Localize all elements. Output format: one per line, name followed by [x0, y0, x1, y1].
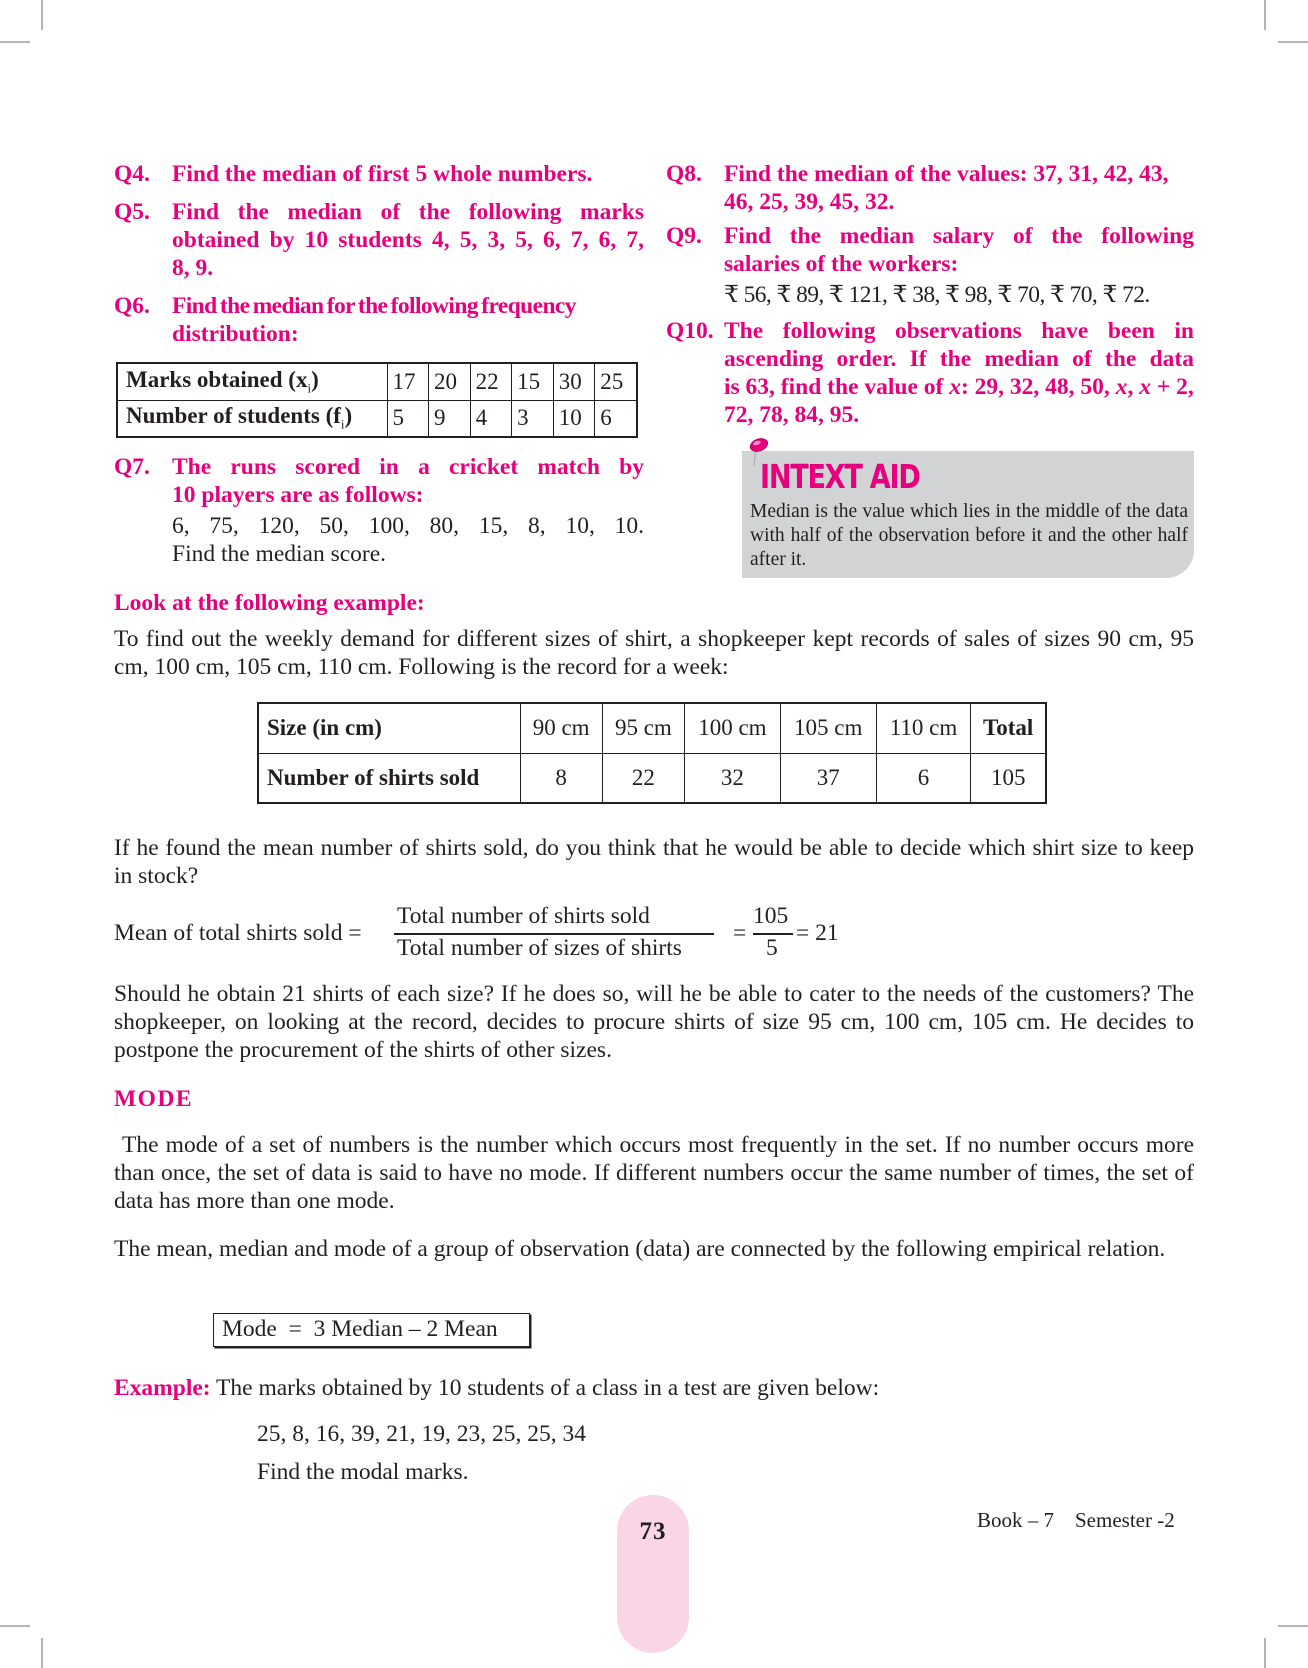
question-data: ₹ 56, ₹ 89, ₹ 121, ₹ 38, ₹ 98, ₹ 70, ₹ 70, ₹ 72. — [724, 282, 1150, 308]
table-cell: 9 — [429, 400, 471, 437]
formula-result: = 21 — [796, 920, 839, 946]
example-intro: To find out the weekly demand for different sizes of shirt, a shopkeeper kept records of sales of sizes 90 cm, 95 cm, 100 cm, 105 cm, 110 cm. Following is the record for a week: — [114, 626, 1194, 680]
formula-label: Mean of total shirts sold = — [114, 920, 362, 946]
table-cell: 4 — [470, 400, 512, 437]
question-text-line: Find the median salary of the following — [724, 223, 1194, 249]
question-text-line: salaries of the workers: — [724, 251, 959, 277]
table-cell: 22 — [470, 363, 512, 400]
fraction-denominator: Total number of sizes of shirts — [397, 935, 682, 961]
question-q10 — [666, 317, 1196, 429]
push-pin-icon — [748, 437, 770, 467]
crop-mark — [1278, 41, 1308, 43]
table-cell: 30 — [553, 363, 595, 400]
table-cell: 5 — [387, 400, 429, 437]
question-data: 6, 75, 120, 50, 100, 80, 15, 8, 10, 10. — [172, 513, 644, 539]
table-row — [258, 703, 1046, 753]
question-text-line: distribution: — [172, 321, 299, 347]
table-cell: 32 — [685, 753, 781, 803]
table-cell: 90 cm — [520, 703, 602, 753]
question-number: Q4. — [114, 161, 150, 187]
table-header-cell: Marks obtained $(x_i)$ — [117, 363, 387, 400]
question-text-line: 46, 25, 39, 45, 32. — [724, 189, 895, 215]
question-text-line: The following observations have been in — [724, 318, 1194, 344]
question-text-line: 10 players are as follows: — [172, 482, 424, 508]
table-cell: 105 — [971, 753, 1046, 803]
table-header-cell: Size (in cm) — [258, 703, 520, 753]
question-q9 — [666, 222, 1196, 312]
crop-mark — [41, 1638, 43, 1668]
table-cell: 15 — [512, 363, 554, 400]
crop-mark — [1264, 0, 1266, 30]
frequency-table — [116, 362, 638, 438]
example-heading: Look at the following example: — [114, 590, 425, 616]
mode-definition: The mode of a set of numbers is the number which occurs most frequently in the set. If no number occurs more than once, the set of data is said to have no mode. If different numbers occur the same number of times, the set of data has more than one mode. — [114, 1132, 1194, 1214]
question-q5 — [114, 198, 644, 282]
table-header-cell: Number of students $(f_i)$ — [117, 400, 387, 437]
crop-mark — [1264, 1638, 1266, 1668]
table-cell: 95 cm — [602, 703, 684, 753]
table-cell: 20 — [429, 363, 471, 400]
example-ask: Find the modal marks. — [257, 1459, 469, 1485]
table-cell: 6 — [595, 400, 637, 437]
question-q7 — [114, 453, 644, 571]
shirt-sales-table — [257, 702, 1047, 804]
table-cell: 8 — [520, 753, 602, 803]
question-number: Q6. — [114, 293, 150, 319]
question-text-line: 8, 9. — [172, 255, 214, 281]
question-text-line: Find the median of the following marks — [172, 199, 644, 225]
fraction-numerator: Total number of shirts sold — [397, 903, 650, 929]
question-q8 — [666, 160, 1196, 216]
table-header-cell: Number of shirts sold — [258, 753, 520, 803]
mean-question: If he found the mean number of shirts sold, do you think that he would be able to decide which shirt size to keep in stock? — [114, 835, 1194, 889]
question-text-line: The runs scored in a cricket match by — [172, 454, 644, 480]
table-cell: 110 cm — [876, 703, 971, 753]
table-cell: 10 — [553, 400, 595, 437]
table-cell: 6 — [876, 753, 971, 803]
example-label: Example: — [114, 1375, 211, 1401]
mode-heading: MODE — [114, 1086, 194, 1112]
question-text-line: 72, 78, 84, 95. — [724, 402, 860, 428]
question-q6 — [114, 292, 644, 348]
crop-mark — [1278, 1625, 1308, 1627]
question-text-line: ascending order. If the median of the data — [724, 346, 1194, 372]
intext-aid-text: Median is the value which lies in the middle of the data with half of the observation before it and the other half after it. — [750, 501, 1188, 570]
book-info: Book – 7 Semester -2 — [977, 1508, 1175, 1532]
crop-mark — [41, 0, 43, 30]
page-number: 73 — [639, 1518, 667, 1545]
question-q4 — [114, 160, 644, 188]
table-header-cell: Total — [971, 703, 1046, 753]
question-number: Q7. — [114, 454, 150, 480]
fraction-numerator: 105 — [753, 903, 789, 929]
question-number: Q5. — [114, 199, 150, 225]
question-number: Q10. — [666, 318, 714, 344]
question-text: Find the median of first 5 whole numbers. — [172, 161, 593, 187]
table-cell: 105 cm — [780, 703, 876, 753]
question-text-line: obtained by 10 students 4, 5, 3, 5, 6, 7, 6, 7, — [172, 227, 644, 253]
table-cell: 100 cm — [685, 703, 781, 753]
table-cell: 25 — [595, 363, 637, 400]
question-number: Q8. — [666, 161, 702, 187]
crop-mark — [0, 41, 30, 43]
question-text-line: Find the median for the following frequency — [172, 293, 576, 319]
empirical-formula-box: Mode = 3 Median – 2 Mean — [213, 1313, 530, 1347]
question-text-line: Find the median of the values: 37, 31, 42, 43, — [724, 161, 1169, 187]
question-ask: Find the median score. — [172, 541, 387, 567]
table-cell: 3 — [512, 400, 554, 437]
crop-mark — [0, 1625, 30, 1627]
table-cell: 37 — [780, 753, 876, 803]
question-number: Q9. — [666, 223, 702, 249]
table-row — [117, 400, 637, 437]
table-row — [117, 363, 637, 400]
mean-followup: Should he obtain 21 shirts of each size? If he does so, will he be able to cater to the needs of the customers? The shopkeeper, on looking at the record, decides to procure shirts of size 95 cm, 100 cm, 105 cm. He decides to postpone the procurement of the shirts of other sizes. — [114, 981, 1194, 1063]
equals-sign: = — [733, 920, 747, 946]
example-line — [114, 1374, 879, 1402]
intext-aid-box — [742, 451, 1194, 578]
fraction-denominator: 5 — [766, 935, 778, 961]
table-row — [258, 753, 1046, 803]
intext-aid-title: INTEXT AID — [760, 457, 920, 496]
example-data: 25, 8, 16, 39, 21, 19, 23, 25, 25, 34 — [257, 1421, 586, 1447]
relation-intro: The mean, median and mode of a group of observation (data) are connected by the following empirical relation. — [114, 1236, 1166, 1262]
example-text: The marks obtained by 10 students of a class in a test are given below: — [210, 1375, 880, 1401]
table-cell: 22 — [602, 753, 684, 803]
table-cell: 17 — [387, 363, 429, 400]
question-text-line: is 63, find the value of x: 29, 32, 48, 50, x, x + 2, — [724, 374, 1194, 400]
